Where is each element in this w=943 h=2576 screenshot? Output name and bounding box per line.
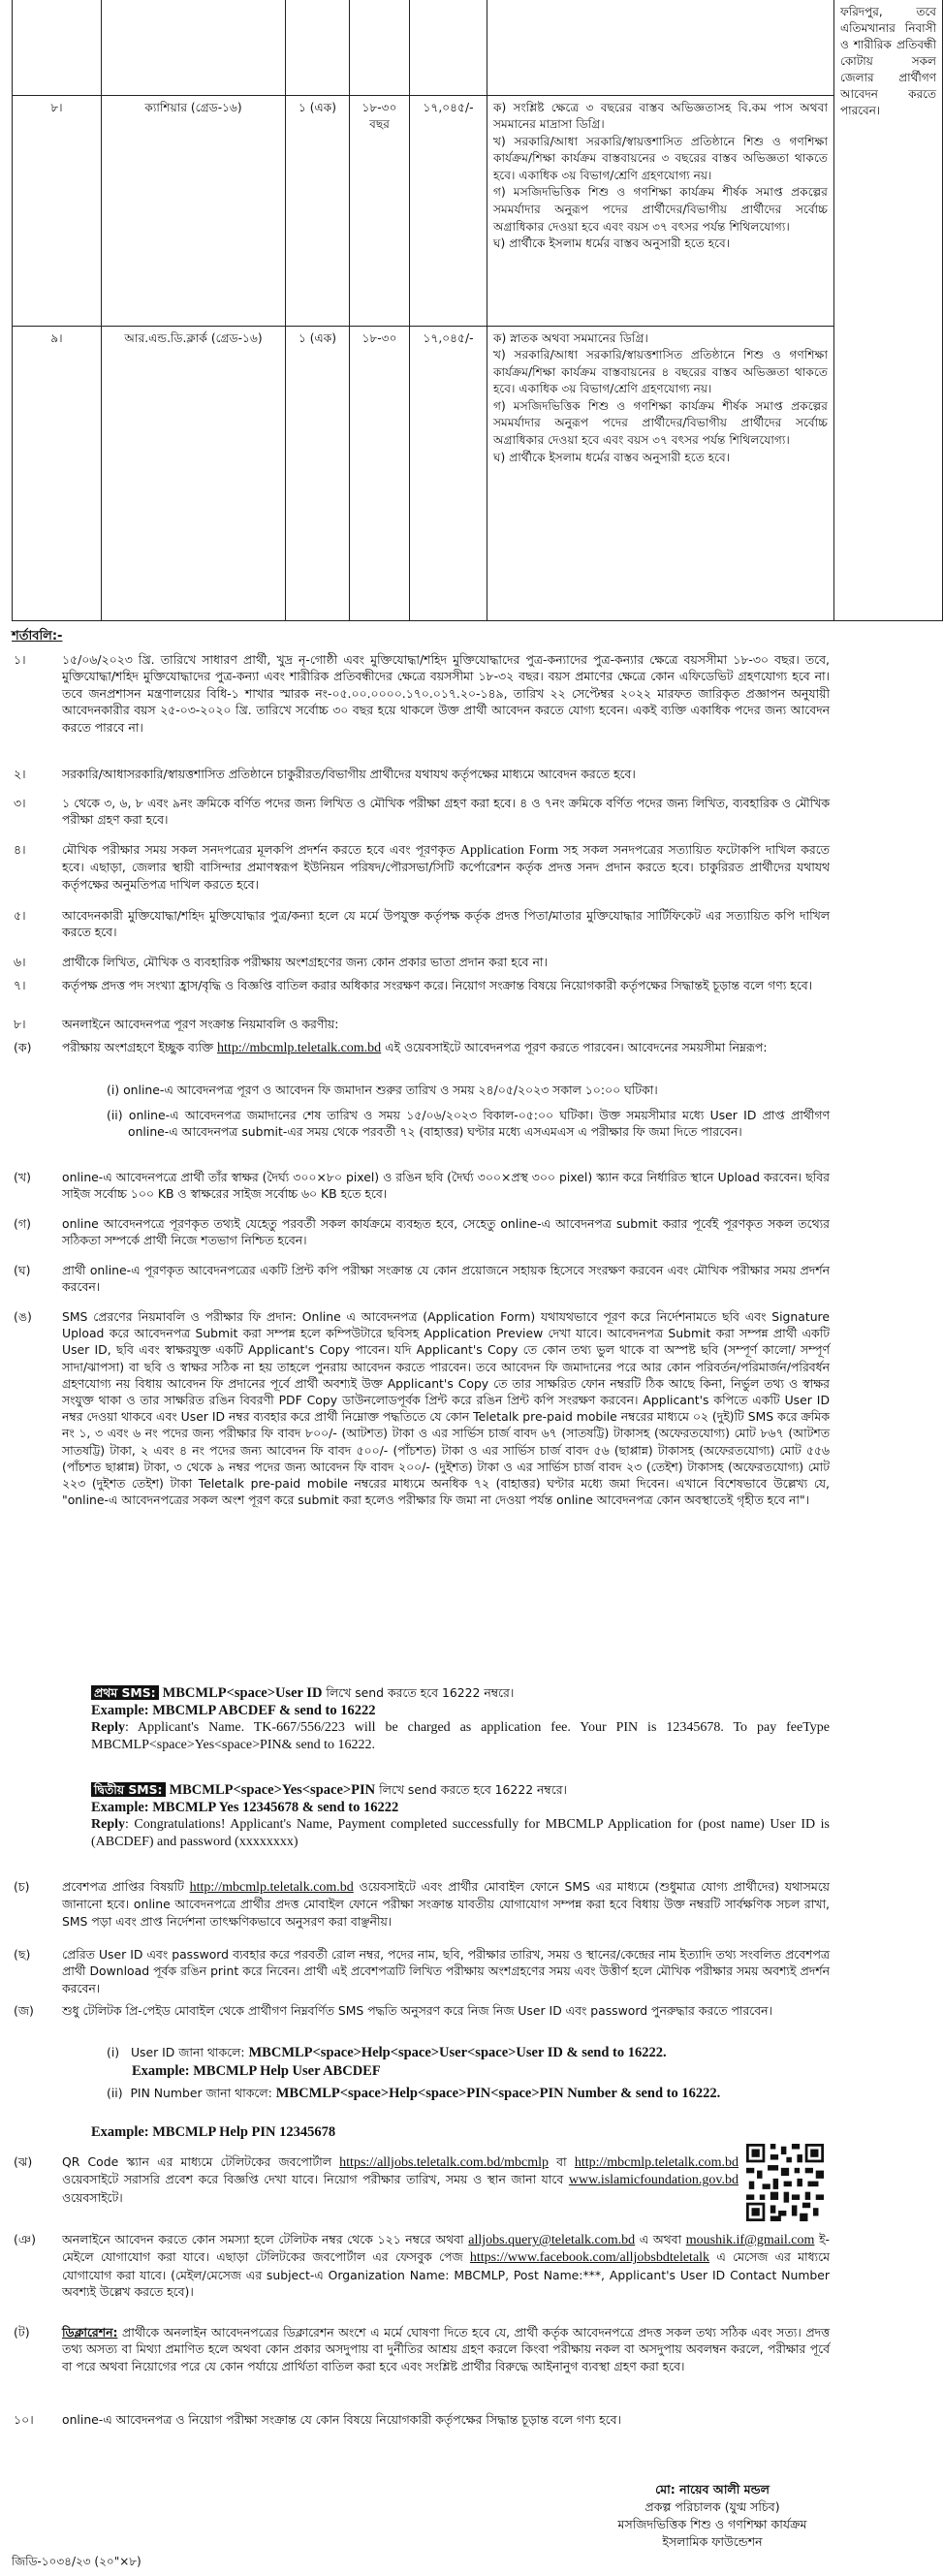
sub-text: User ID জানা থাকলে: bbox=[130, 2045, 245, 2059]
table-row bbox=[13, 0, 943, 95]
help-pin-example: Example: MBCMLP Help PIN 12345678 bbox=[91, 2124, 336, 2140]
clause-number: (ঝ) bbox=[14, 2154, 33, 2169]
post-name-cell: ক্যাশিয়ার (গ্রেড-১৬) bbox=[102, 95, 286, 326]
clause-text: SMS প্রেরণের নিয়মাবলি ও পরীক্ষার ফি প্রদান: Online এ আবেদনপত্র (Application Form) যথাযথভাবে পূরণ করে নির্দেশনামতে ছবি এবং Signature Upload করে আবেদনপত্র Submit করা সম্পন্ন হলে কম্পিউটারে ছবিসহ Application Preview দেখা যাবে। আবেদনপত্র Submit করা সম্পন্ন প্রার্থী একটি User ID, ছবি এবং স্বাক্ষরযুক্ত একটি Applicant's Copy পাবেন। যদি Applicant's Copy তে কোন তথ্য ভুল থাকে বা অস্পষ্ট ছবি (সম্পূর্ণ কালো/ সম্পূর্ণ সাদা/ঝাপসা) বা ছবি ও স্বাক্ষর সঠিক না হয় তাহলে পুনরায় আবেদন করতে পারবেন। তবে আবেদন ফি জমাদানের পরে আর কোন পরিবর্তন/পরিমার্জন/পরিবর্ধন গ্রহণযোগ্য নয় বিধায় আবেদন ফি প্রদানের পূর্বে প্রার্থী অবশ্যই উক্ত Applicant's Copy তে তার সাক্ষরিত ফোন নম্বরটি ঠিক আছে কিনা, নির্ভুল তথ্য ও স্বাক্ষর সংযুক্ত থাকা ও তার সাক্ষরিত রঙিন বিবরণী PDF Copy ডাউনলোডপূর্বক প্রিন্ট করে রঙিন প্রিন্ট কপি সংরক্ষণ করবেন। Applicant's কপিতে একটি User ID নম্বর দেওয়া থাকবে এবং User ID নম্বর ব্যবহার করে প্রার্থী নিম্নোক্ত পদ্ধতিতে যে কোন Teletalk pre-paid mobile নম্বরের মাধ্যমে ০২ (দুই)টি SMS করে ক্রমিক নং ১, ৩ এবং ৬ নং পদের জন্য পরীক্ষার ফি বাবদ ৮০০/- (আটশত) টাকা ও এর সার্ভিস চার্জ বাবদ ৬৭ (সাতষট্টি) টাকাসহ (অফেরতযোগ্য) মোট ৮৬৭ (আটশত সাতষট্টি) টাকা, ২ এবং ৪ নং পদের জন্য আবেদন ফি বাবদ ৫০০/- (পাঁচশত) টাকা ও এর সার্ভিস চার্জ বাবদ ৫৬ (ছাপ্পান্ন) টাকাসহ (অফেরতযোগ্য) মোট ৫৫৬ (পাঁচশত ছাপ্পান্ন) টাকা, ৩ থেকে ৯ নম্বর পদের জন্য আবেদন ফি বাবদ ২০০/- (দুইশত) টাকা ও এর সার্ভিস চার্জ বাবদ ২৩ (তেইশ) টাকাসহ (অফেরতযোগ্য) মোট ২২৩ (দুইশত তেইশ) টাকা Teletalk pre-paid mobile নম্বরের মাধ্যমে অনধিক ৭২ (বাহাত্তর) ঘণ্টার মধ্যে জমা দিবেন। এখানে বিশেষভাবে উল্লেখ্য যে, "online-এ আবেদনপত্রের সকল অংশ পূরণ করে submit করা হলেও পরীক্ষার ফি জমা না দেওয়া পর্যন্ত online আবেদনপত্র কোন অবস্থাতেই গৃহীত হবে না"। bbox=[62, 1309, 831, 1508]
sub-number: (ii) bbox=[107, 2086, 123, 2100]
qualification-a: ক) স্নাতক অথবা সমমানের ডিগ্রি। bbox=[493, 330, 648, 345]
sms-second bbox=[91, 1781, 830, 1851]
age-cell: ১৮-৩০ bbox=[350, 326, 410, 620]
conditions-heading: শর্তাবলি:- bbox=[12, 629, 63, 644]
moushik-email-link[interactable]: moushik.if@gmail.com bbox=[685, 2233, 815, 2247]
condition-number: ৭। bbox=[14, 978, 26, 992]
condition-number: ৩। bbox=[14, 796, 26, 810]
clause-number: (চ) bbox=[14, 1879, 30, 1894]
sub-item bbox=[107, 2084, 830, 2103]
text-part: এ মেসেজ এর মাধ্যমে যোগাযোগ করা যাবে। (মেইল/মেসেজ এর subject-এ Organization Name: MBCMLP, Post Name:***, Applicant's User ID Contact Number অবশ্যই উল্লেখ করতে হবে)। bbox=[62, 2249, 830, 2300]
jobportal-link[interactable]: https://alljobs.teletalk.com.bd/mbcmlp bbox=[339, 2155, 549, 2170]
sub-number: (i) bbox=[107, 1083, 120, 1097]
age-cell: ১৮-৩০ বছর bbox=[350, 95, 410, 326]
qualification-a: ক) সংশ্লিষ্ট ক্ষেত্রে ৩ বছরের বাস্তব অভিজ্ঞতাসহ বি.কম পাস অথবা সমমানের মাদ্রাসা ডিগ্রি। bbox=[493, 100, 828, 132]
sub-text: PIN Number জানা থাকলে: bbox=[130, 2086, 272, 2100]
serial-cell: ৮। bbox=[13, 95, 102, 326]
condition-text: প্রার্থীকে লিখিত, মৌখিক ও ব্যবহারিক পরীক্ষায় অংশগ্রহণের জন্য কোন প্রকার ভাতা প্রদান করা হবে না। bbox=[62, 955, 548, 969]
query-email-link[interactable]: alljobs.query@teletalk.com.bd bbox=[468, 2233, 636, 2247]
second-sms-example: Example: MBCMLP Yes 12345678 & send to 16222 bbox=[91, 1800, 399, 1815]
sms-first bbox=[91, 1684, 830, 1754]
condition-text: ১৫/০৬/২০২৩ খ্রি. তারিখে সাধারণ প্রার্থী, খুদ্র নৃ-গোষ্ঠী এবং মুক্তিযোদ্ধা/শহিদ মুক্তিযোদ্ধাদের পুত্র-কন্যাদের পুত্র-কন্যার ক্ষেত্রে বয়সসীমা ১৮-৩০ বছর। তবে, মুক্তিযোদ্ধা/শহিদ মুক্তিযোদ্ধাদের পুত্র-কন্যা এবং শারীরিক প্রতিবন্ধীদের ক্ষেত্রে বয়সসীমা ১৮-৩২ বছর। বয়স প্রমাণের ক্ষেত্রে কোন এফিডেভিট গ্রহণযোগ্য হবে না। তবে জনপ্রশাসন মন্ত্রণালয়ের বিধি-১ শাখার স্মারক নং-০৫.০০.০০০০.১৭০.০১৭.২০-১৪৯, তারিখ ২২ সেপ্টেম্বর ২০২২ মারফত জারিকৃত প্রজ্ঞাপন অনুযায়ী আবেদনকারীর বয়স ২৫-০৩-২০২০ খ্রি. তারিখে সর্বোচ্চ ৩০ বছর হয়ে থাকলে উক্ত প্রার্থী আবেদন করতে যোগ্য হবেন। একই ব্যক্তি একাধিক পদের জন্য আবেদন করতে পারবে না। bbox=[62, 652, 830, 735]
condition-number: ৮। bbox=[14, 1017, 26, 1031]
help-user-command: MBCMLP<space>Help<space>User<space>User ID & send to 16222. bbox=[248, 2045, 667, 2060]
clause-text: online-এ আবেদনপত্রে প্রার্থী তাঁর স্বাক্ষর (দৈর্ঘ্য ৩০০×৮০ pixel) ও রঙিন ছবি (দৈর্ঘ্য ৩০০×প্রস্থ ৩০০ pixel) স্ক্যান করে নির্ধারিত স্থানে Upload করবেন। ছবির সাইজ সর্বোচ্চ ১০০ KB ও স্বাক্ষরের সাইজ সর্বোচ্চ ৬০ KB হতে হবে। bbox=[62, 1170, 830, 1202]
condition-text: সরকারি/আধাসরকারি/স্বায়ত্তশাসিত প্রতিষ্ঠানে চাকুরীরত/বিভাগীয় প্রার্থীদের যথাযথ কর্তৃপক্ষের মাধ্যমে আবেদন করতে হবে। bbox=[62, 767, 636, 781]
sub-item bbox=[91, 2124, 830, 2141]
clause-text: শুধু টেলিটক প্রি-পেইড মোবাইল থেকে প্রার্থীগণ নিম্নবর্ণিত SMS পদ্ধতি অনুসরণ করে নিজ নিজ User ID এবং password পুনরুদ্ধার করতে পারবেন। bbox=[62, 2003, 772, 2018]
clause-text: প্রেরিত User ID এবং password ব্যবহার করে পরবর্তী রোল নম্বর, পদের নাম, ছবি, পরীক্ষার তারিখ, সময় ও স্থানের/কেন্দ্রের নাম ইত্যাদি তথ্য সংবলিত প্রবেশপত্র প্রার্থী Download পূর্বক রঙিন print করে নিবেন। প্রার্থী এই প্রবেশপত্রটি লিখিত পরীক্ষায় অংশগ্রহণের সময় এবং উত্তীর্ণ হলে মৌখিক পরীক্ষার সময় অবশ্যই প্রদর্শন করবেন। bbox=[62, 1947, 830, 1995]
foundation-link[interactable]: www.islamicfoundation.gov.bd bbox=[568, 2173, 739, 2188]
signatory-organization: ইসলামিক ফাউন্ডেশন bbox=[662, 2534, 763, 2549]
signatory-title: প্রকল্প পরিচালক (যুগ্ম সচিব) bbox=[644, 2499, 780, 2514]
first-sms-label: প্রথম SMS: bbox=[91, 1685, 159, 1700]
clause-text bbox=[62, 1039, 830, 1056]
help-user-example: Example: MBCMLP Help User ABCDEF bbox=[132, 2063, 381, 2079]
clause-number: (ঞ) bbox=[14, 2232, 36, 2246]
clause-number: (ট) bbox=[14, 2325, 30, 2340]
district-note: ফরিদপুর, তবে এতিমখানার নিবাসী ও শারীরিক প্রতিবন্ধী কোটায় সকল জেলার প্রার্থীগণ আবেদন করতে পারবেন। bbox=[834, 0, 943, 620]
condition-number: ৫। bbox=[14, 908, 26, 923]
website-link[interactable]: http://mbcmlp.teletalk.com.bd bbox=[217, 1041, 382, 1055]
first-sms-example: Example: MBCMLP ABCDEF & send to 16222 bbox=[91, 1703, 376, 1718]
clause-number: (ঘ) bbox=[14, 1263, 31, 1277]
website-link[interactable]: http://mbcmlp.teletalk.com.bd bbox=[189, 1880, 354, 1895]
clause-text: online আবেদনপত্রে পূরণকৃত তথ্যই যেহেতু পরবর্তী সকল কার্যক্রমে ব্যবহৃত হবে, সেহেতু online-এ আবেদনপত্র submit করার পূর্বেই পূরণকৃত সকল তথ্যের সঠিকতা সম্পর্কে প্রার্থী নিজে শতভাগ নিশ্চিত হবেন। bbox=[62, 1216, 830, 1248]
text-part: এই ওয়েবসাইটে আবেদনপত্র পূরণ করতে পারবেন। আবেদনের সময়সীমা নিম্নরূপ: bbox=[385, 1040, 768, 1054]
text-part: ওয়েবসাইটে। bbox=[62, 2189, 123, 2205]
clause-number: (খ) bbox=[14, 1170, 31, 1184]
table-row bbox=[13, 95, 943, 326]
sub-item bbox=[107, 2043, 830, 2081]
clause-number: (গ) bbox=[14, 1216, 31, 1231]
website-link[interactable]: http://mbcmlp.teletalk.com.bd bbox=[574, 2155, 739, 2170]
condition-number: ৪। bbox=[14, 842, 26, 857]
clause-number: (ছ) bbox=[14, 1947, 31, 1962]
text-part: ওয়েবসাইটে সরাসরি প্রবেশ করে বিজ্ঞপ্তি দেখা যাবে। নিয়োগ পরীক্ষার তারিখ, সময় ও স্থান জানা যাবে bbox=[62, 2172, 564, 2187]
text-part: বা bbox=[556, 2154, 567, 2169]
posts-table bbox=[12, 0, 943, 621]
second-sms-label: দ্বিতীয় SMS: bbox=[91, 1782, 166, 1797]
qualification-cell bbox=[487, 326, 834, 620]
post-count-cell: ১ (এক) bbox=[286, 326, 350, 620]
condition-text bbox=[62, 841, 830, 893]
condition-text: ১ থেকে ৩, ৬, ৮ এবং ৯নং ক্রমিকে বর্ণিত পদের জন্য লিখিত ও মৌখিক পরীক্ষা গ্রহণ করা হবে। ৪ ও ৭নং ক্রমিকে বর্ণিত পদের জন্য লিখিত, ব্যবহারিক ও মৌখিক পরীক্ষা গ্রহণ করা হবে। bbox=[62, 796, 830, 828]
qualification-d: ঘ) প্রার্থীকে ইসলাম ধর্মের বাস্তব অনুসারী হতে হবে। bbox=[493, 450, 731, 464]
declaration-label: ডিক্লারেশন: bbox=[62, 2325, 118, 2340]
serial-cell: ৯। bbox=[13, 326, 102, 620]
second-sms-reply: : Congratulations! Applicant's Name, Payment completed successfully for MBCMLP Application for (post name) User ID is (ABCDEF) and password (xxxxxxxx) bbox=[91, 1817, 830, 1849]
condition-number: ১০। bbox=[14, 2412, 34, 2427]
text-part: পরীক্ষায় অংশগ্রহণে ইচ্ছুক ব্যক্তি bbox=[62, 1040, 214, 1054]
clause-text bbox=[62, 2231, 830, 2301]
qr-code-icon[interactable] bbox=[746, 2144, 824, 2221]
salary-cell: ১৭,০৪৫/- bbox=[410, 326, 487, 620]
text-part: লিখে send করতে হবে 16222 নম্বরে। bbox=[379, 1782, 567, 1797]
text-part: অনলাইনে আবেদন করতে কোন সমস্যা হলে টেলিটক নম্বর থেকে ১২১ নম্বরে অথবা bbox=[62, 2232, 464, 2246]
application-form-text: Application Form bbox=[459, 843, 559, 858]
condition-text: অনলাইনে আবেদনপত্র পূরণ সংক্রান্ত নিয়মাবলি ও করণীয়: bbox=[62, 1017, 339, 1031]
text-part: ই-মেইলে যোগাযোগ করা যাবে। এছাড়া টেলিটকের জবপোর্টাল এর ফেসবুক পেজ bbox=[62, 2232, 830, 2265]
condition-text: কর্তৃপক্ষ প্রদত্ত পদ সংখ্যা হ্রাস/বৃদ্ধি ও বিজ্ঞপ্তি বাতিল করার অধিকার সংরক্ষণ করে। নিয়োগ সংক্রান্ত বিষয়ে নিয়োগকারী কর্তৃপক্ষের সিদ্ধান্তই চূড়ান্ত বলে গণ্য হবে। bbox=[62, 978, 813, 992]
clause-number: (জ) bbox=[14, 2003, 34, 2018]
declaration-text: প্রার্থীকে অনলাইন আবেদনপত্রের ডিক্লারেশন অংশে এ মর্মে ঘোষণা দিতে হবে যে, প্রার্থী কর্তৃক আবেদনপত্রে প্রদত্ত সকল তথ্য সঠিক এবং সত্য। প্রদত্ত তথ্য অসত্য বা মিথ্যা প্রমাণিত হলে অথবা কোন প্রকার অসদুপায় বা দুর্নীতির আশ্রয় গ্রহণ করলে কিংবা পরীক্ষায় নকল বা অসদুপায় অবলম্বন করলে, পরীক্ষার পূর্বে বা পরে অথবা নিয়োগের পরে যে কোন পর্যায়ে প্রার্থিতা বাতিল করা হবে এবং সংশ্লিষ্ট প্রার্থীর বিরুদ্ধে আইনানুগ ব্যবস্থা গ্রহণ করা হবে। bbox=[62, 2325, 830, 2373]
text-part: লিখে send করতে হবে 16222 নম্বরে। bbox=[326, 1685, 515, 1700]
clause-text bbox=[62, 2324, 830, 2374]
signatory-name: মো: নায়েব আলী মন্ডল bbox=[655, 2482, 770, 2497]
table-row bbox=[13, 326, 943, 620]
post-count-cell: ১ (এক) bbox=[286, 95, 350, 326]
sub-text: online-এ আবেদনপত্র পূরণ ও আবেদন ফি জমাদান শুরুর তারিখ ও সময় ২৪/০৫/২০২৩ সকাল ১০:০০ ঘটিকা। bbox=[123, 1083, 658, 1097]
text-part: ওয়েবসাইটে এবং প্রার্থীর মোবাইল ফোনে SMS এর মাধ্যমে (শুধুমাত্র যোগ্য প্রার্থীদের) যথাসময়ে জানানো হবে। online আবেদনপত্রে প্রার্থীর প্রদত্ত মোবাইল ফোনে পরীক্ষা সংক্রান্ত যাবতীয় যোগাযোগ সম্পন্ন করা হবে বিধায় উক্ত নম্বরটি সার্বক্ষণিক সচল রাখা, SMS পড়া এবং প্রাপ্ত নির্দেশনা তাৎক্ষণিকভাবে অনুসরণ করা বাঞ্ছনীয়। bbox=[62, 1879, 830, 1929]
clause-text bbox=[62, 2153, 739, 2206]
sub-number: (ii) bbox=[107, 1108, 123, 1122]
clause-text: প্রার্থী online-এ পূরণকৃত আবেদনপত্রের একটি প্রিন্ট কপি পরীক্ষা সংক্রান্ত যে কোন প্রয়োজনে সহায়ক হিসেবে সংরক্ষণ করবেন এবং মৌখিক পরীক্ষার সময় প্রদর্শন করবেন। bbox=[62, 1263, 830, 1295]
text-part: এ অথবা bbox=[639, 2232, 682, 2246]
clause-number: (ঙ) bbox=[14, 1309, 32, 1324]
condition-text: আবেদনকারী মুক্তিযোদ্ধা/শহিদ মুক্তিযোদ্ধার পুত্র/কন্যা হলে যে মর্মে উপযুক্ত কর্তৃপক্ষ কর্তৃক প্রদত্ত পিতা/মাতার মুক্তিযোদ্ধার সার্টিফিকেট এর সত্যায়িত কপি দাখিল করতে হবে। bbox=[62, 908, 830, 940]
clause-number: (ক) bbox=[14, 1040, 32, 1054]
post-name-cell: আর.এন্ড.ডি.ক্লার্ক (গ্রেড-১৬) bbox=[102, 326, 286, 620]
condition-number: ১। bbox=[14, 652, 26, 667]
text-part: QR Code স্ক্যান এর মাধ্যমে টেলিটকের জবপোর্টাল bbox=[62, 2154, 331, 2169]
sub-item bbox=[107, 1107, 830, 1141]
qualification-b: খ) সরকারি/আধা সরকারি/স্বায়ত্তশাসিত প্রতিষ্ঠানে শিশু ও গণশিক্ষা কার্যক্রম/শিক্ষা কার্যক্রম বাস্তবায়নের ৪ বছরের বাস্তব অভিজ্ঞতা থাকতে হবে। একাধিক ৩য় বিভাগ/শ্রেণি গ্রহণযোগ্য নয়। bbox=[493, 348, 828, 396]
facebook-page-link[interactable]: https://www.facebook.com/alljobsbdteletalk bbox=[469, 2250, 710, 2266]
condition-text: online-এ আবেদনপত্র ও নিয়োগ পরীক্ষা সংক্রান্ত যে কোন বিষয়ে নিয়োগকারী কর্তৃপক্ষের সিদ্ধান্ত চূড়ান্ত বলে গণ্য হবে। bbox=[62, 2412, 621, 2427]
clause-text bbox=[62, 1878, 830, 1930]
help-pin-command: MBCMLP<space>Help<space>PIN<space>PIN Number & send to 16222. bbox=[275, 2086, 721, 2101]
gd-number: জিডি-১০৩৪/২৩ (২০"×৮) bbox=[12, 2555, 141, 2568]
text-part: প্রবেশপত্র প্রাপ্তির বিষয়টি bbox=[62, 1879, 184, 1894]
reply-label: Reply bbox=[91, 1720, 125, 1735]
qualification-c: গ) মসজিদভিত্তিক শিশু ও গণশিক্ষা কার্যক্রম শীর্ষক সমাপ্ত প্রকল্পের সমমর্যাদার অনুরূপ পদের প্রার্থীদের/বিভাগীয় প্রার্থীদের সর্বোচ্চ অগ্রাধিকার দেওয়া হবে এবং বয়স ৩৭ বৎসর পর্যন্ত শিথিলযোগ্য। bbox=[493, 398, 828, 448]
text-part: সহ সকল সনদপত্রের সত্যায়িত ফটোকপি দাখিল করতে হবে। এছাড়া, জেলার স্থায়ী বাসিন্দার প্রমাণস্বরূপ ইউনিয়ন পরিষদ/পৌরসভা/সিটি কর্পোরেশন কর্তৃক প্রদত্ত সনদ প্রদান করতে হবে। চাকুরিরত প্রার্থীদের যথাযথ কর্তৃপক্ষের অনুমতিপত্র দাখিল করতে হবে। bbox=[62, 842, 830, 892]
text-part: মৌখিক পরীক্ষার সময় সকল সনদপত্রের মূলকপি প্রদর্শন করতে হবে এবং পূরণকৃত bbox=[62, 842, 456, 857]
first-sms-command: MBCMLP<space>User ID bbox=[162, 1685, 323, 1701]
first-sms-reply: : Applicant's Name. TK-667/556/223 will be charged as application fee. Your PIN is 12345678. To pay feeType MBCMLP<space>Yes<space>PIN& send to 16222. bbox=[91, 1720, 830, 1752]
qualification-cell bbox=[487, 95, 834, 326]
second-sms-command: MBCMLP<space>Yes<space>PIN bbox=[169, 1782, 376, 1798]
sub-text: online-এ আবেদনপত্র জমাদানের শেষ তারিখ ও সময় ১৫/০৬/২০২৩ বিকাল-০৫:০০ ঘটিকা। উক্ত সময়সীমার মধ্যে User ID প্রাপ্ত প্রার্থীগণ online-এ আবেদনপত্র submit-এর সময় থেকে পরবর্তী ৭২ (বাহাত্তর) ঘণ্টার মধ্যে এসএমএস এ পরীক্ষার ফি জমা দিতে পারবেন। bbox=[128, 1108, 830, 1140]
qualification-b: খ) সরকারি/আধা সরকারি/স্বায়ত্তশাসিত প্রতিষ্ঠানে শিশু ও গণশিক্ষা কার্যক্রম/শিক্ষা কার্যক্রম বাস্তবায়নের ৩ বছরের বাস্তব অভিজ্ঞতা থাকতে হবে। একাধিক ৩য় বিভাগ/শ্রেণি গ্রহণযোগ্য নয়। bbox=[493, 134, 828, 182]
reply-label: Reply bbox=[91, 1817, 125, 1832]
signatory-office: মসজিদভিত্তিক শিশু ও গণশিক্ষা কার্যক্রম bbox=[617, 2517, 807, 2531]
condition-1 bbox=[14, 651, 830, 758]
sub-number: (i) bbox=[107, 2045, 120, 2059]
signature-block bbox=[591, 2481, 833, 2551]
salary-cell: ১৭,০৪৫/- bbox=[410, 95, 487, 326]
sub-item bbox=[107, 1082, 830, 1098]
qualification-d: ঘ) প্রার্থীকে ইসলাম ধর্মের বাস্তব অনুসারী হতে হবে। bbox=[493, 236, 731, 251]
qualification-c: গ) মসজিদভিত্তিক শিশু ও গণশিক্ষা কার্যক্রম শীর্ষক সমাপ্ত প্রকল্পের সমমর্যাদার অনুরূপ পদের প্রার্থীদের/বিভাগীয় প্রার্থীদের সর্বোচ্চ অগ্রাধিকার দেওয়া হবে এবং বয়স ৩৭ বৎসর পর্যন্ত শিথিলযোগ্য। bbox=[493, 185, 828, 234]
condition-number: ৬। bbox=[14, 955, 26, 969]
condition-number: ২। bbox=[14, 767, 26, 781]
